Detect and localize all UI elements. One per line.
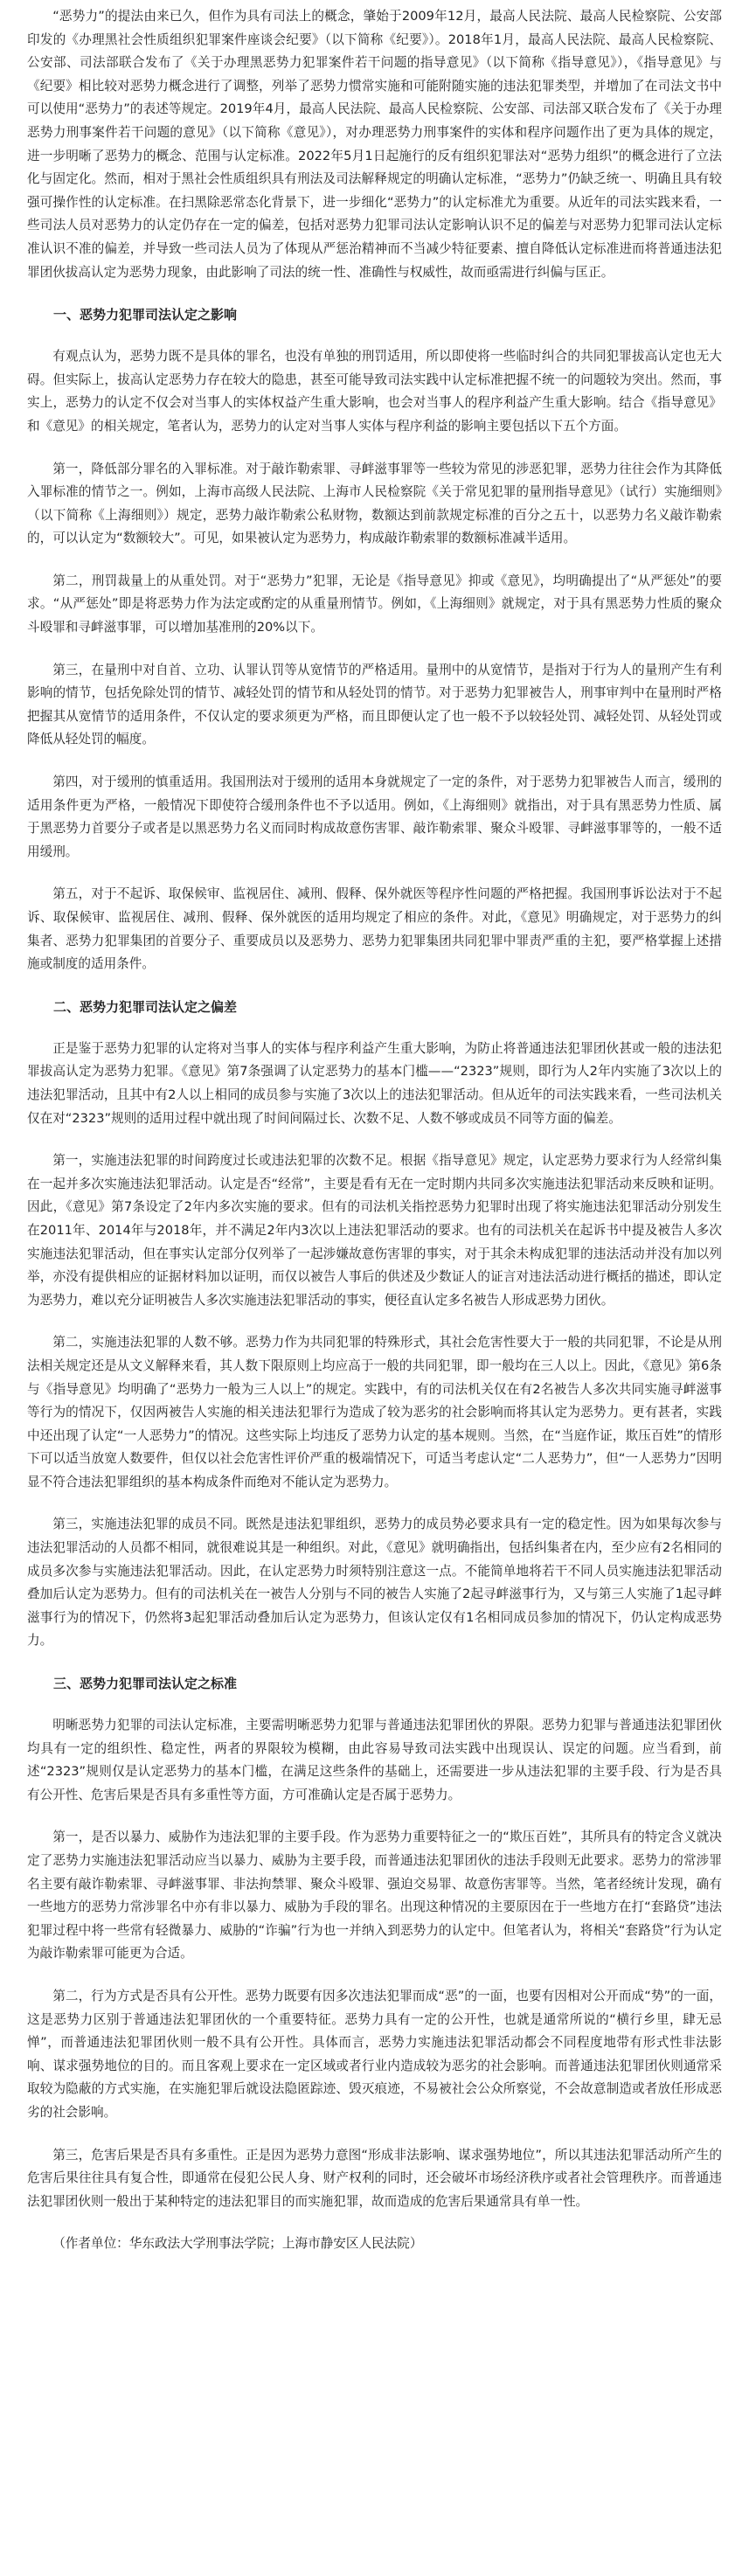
impact-paragraph-5: 第五，对于不起诉、取保候审、监视居住、减刑、假释、保外就医等程序性问题的严格把握。我国刑事诉讼法对于不起诉、取保候审、监视居住、减刑、假释、保外就医的适用均规定了相应的条件。对此，《意见》明确规定，对于恶势力的纠集者、恶势力犯罪集团的首要分子、重要成员以及恶势力、恶势力犯罪集团共同犯罪中罪责严重的主犯，要严格掌握上述措施或制度的适用条件。 xyxy=(27,886,722,972)
intro-paragraph: “恶势力”的提法由来已久，但作为具有司法上的概念，肇始于2009年12月，最高人民法院、最高人民检察院、公安部印发的《办理黑社会性质组织犯罪案件座谈会纪要》（以下简称《纪要》）。2018年1月，最高人民法院、最高人民检察院、公安部、司法部联合发布了《关于办理黑恶势力犯罪案件若干问题的指导意见》（以下简称《指导意见》），《指导意见》与《纪要》相比较对恶势力概念进行了调整，列举了恶势力惯常实施和可能附随实施的违法犯罪类型，并增加了在司法文书中可以使用“恶势力”的表述等规定。2019年4月，最高人民法院、最高人民检察院、公安部、司法部又联合发布了《关于办理恶势力刑事案件若干问题的意见》（以下简称《意见》），对办理恶势力刑事案件的实体和程序问题作出了更为具体的规定，进一步明晰了恶势力的概念、范围与认定标准。2022年5月1日起施行的反有组织犯罪法对“恶势力组织”的概念进行了立法化与固定化。然而，相对于黑社会性质组织具有刑法及司法解释规定的明确认定标准，“恶势力”仍缺乏统一、明确且具有较强可操作性的认定标准。在扫黑除恶常态化背景下，进一步细化“恶势力”的认定标准尤为重要。从近年的司法实践来看，一些司法人员对恶势力的认定仍存在一定的偏差，包括对恶势力犯罪司法认定影响认识不足的偏差与对恶势力犯罪司法认定标准认识不准的偏差，并导致一些司法人员为了体现从严惩治精神而不当减少特征要素、擅自降低认定标准进而将普通违法犯罪团伙拔高认定为恶势力现象，由此影响了司法的统一性、准确性与权威性，故而亟需进行纠偏与匡正。 xyxy=(27,9,722,280)
section-heading-deviation: 二、恶势力犯罪司法认定之偏差 xyxy=(53,998,238,1015)
author-affiliation: （作者单位：华东政法大学刑事法学院；上海市静安区人民法院） xyxy=(52,2236,423,2252)
standard-paragraph-2: 第二，行为方式是否具有公开性。恶势力既要有因多次违法犯罪而成“恶”的一面，也要有因相对公开而成“势”的一面，这是恶势力区别于普通违法犯罪团伙的一个重要特征。恶势力具有一定的公开性，也就是通常所说的“横行乡里，肆无忌惮”，而普通违法犯罪团伙则一般不具有公开性。具体而言，恶势力实施违法犯罪活动都会不同程度地带有形式性非法影响、谋求强势地位的目的。而且客观上要求在一定区域或者行业内造成较为恶劣的社会影响。而普通违法犯罪团伙则通常采取较为隐蔽的方式实施，在实施犯罪后就设法隐匿踪迹、毁灭痕迹，不易被社会公众所察觉，不会故意制造或者放任形成恶劣的社会影响。 xyxy=(27,1988,722,2120)
standard-paragraph-1: 第一，是否以暴力、威胁作为违法犯罪的主要手段。作为恶势力重要特征之一的“欺压百姓”，其所具有的特定含义就决定了恶势力实施违法犯罪活动应当以暴力、威胁为主要手段，而普通违法犯罪团伙的违法手段则无此要求。恶势力的常涉罪名主要有敲诈勒索罪、寻衅滋事罪、非法拘禁罪、聚众斗殴罪、强迫交易罪、故意伤害罪等。当然，笔者经统计发现，确有一些地方的恶势力常涉罪名中亦有非以暴力、威胁为手段的罪名。出现这种情况的主要原因在于一些地方在打“套路贷”违法犯罪过程中将一些常有轻微暴力、威胁的“诈骗”行为也一并纳入到恶势力的认定中。但笔者认为，将相关“套路贷”行为认定为敲诈勒索罪可能更为合适。 xyxy=(27,1830,722,1962)
deviation-paragraph-1: 第一，实施违法犯罪的时间跨度过长或违法犯罪的次数不足。根据《指导意见》规定，认定恶势力要求行为人经常纠集在一起并多次实施违法犯罪活动。认定是否“经常”，主要是看有无在一定时期内共同多次实施违法犯罪活动来反映和证明。因此，《意见》第7条设定了2年内多次实施的要求。但有的司法机关指控恶势力犯罪时出现了将实施违法犯罪活动分别发生在2011年、2014年与2018年，并不满足2年内3次以上违法犯罪活动的要求。也有的司法机关在起诉书中提及被告人多次实施违法犯罪活动，但在事实认定部分仅列举了一起涉嫌故意伤害罪的事实，对于其余未构成犯罪的违法活动并没有加以列举，亦没有提供相应的证据材料加以证明，而仅以被告人事后的供述及少数证人的证言对违法活动进行概括的描述，即认定为恶势力，难以充分证明被告人多次实施违法犯罪活动的事实，便径直认定多名被告人形成恶势力团伙。 xyxy=(27,1153,722,1308)
standard-paragraph-3: 第三，危害后果是否具有多重性。正是因为恶势力意图“形成非法影响、谋求强势地位”，所以其违法犯罪活动所产生的危害后果往往具有复合性，即通常在侵犯公民人身、财产权利的同时，还会破坏市场经济秩序或者社会管理秩序。而普通违法犯罪团伙则一般出于某种特定的违法犯罪目的而实施犯罪，故而造成的危害后果通常具有单一性。 xyxy=(27,2147,722,2209)
deviation-paragraph-0: 正是鉴于恶势力犯罪的认定将对当事人的实体与程序利益产生重大影响，为防止将普通违法犯罪团伙甚或一般的违法犯罪拔高认定为恶势力犯罪。《意见》第7条强调了认定恶势力的基本门槛——“2323”规则，即行为人2年内实施了3次以上的违法犯罪活动，且其中有2人以上相同的成员参与实施了3次以上的违法犯罪活动。但从近年的司法实践来看，一些司法机关仅在对“2323”规则的适用过程中就出现了时间间隔过长、次数不足、人数不够或成员不同等方面的偏差。 xyxy=(27,1040,722,1126)
impact-paragraph-1: 第一，降低部分罪名的入罪标准。对于敲诈勒索罪、寻衅滋事罪等一些较为常见的涉恶犯罪，恶势力往往会作为其降低入罪标准的情节之一。例如，上海市高级人民法院、上海市人民检察院《关于常见犯罪的量刑指导意见》（试行）实施细则》（以下简称《上海细则》）规定，恶势力敲诈勒索公私财物，数额达到前款规定标准的百分之五十，以恶势力名义敲诈勒索的，可以认定为“数额较大”。可见，如果被认定为恶势力，构成敲诈勒索罪的数额标准减半适用。 xyxy=(27,461,722,546)
impact-paragraph-3: 第三，在量刑中对自首、立功、认罪认罚等从宽情节的严格适用。量刑中的从宽情节，是指对于行为人的量刑产生有利影响的情节，包括免除处罚的情节、减轻处罚的情节和从轻处罚的情节。对于恶势力犯罪被告人，刑事审判中在量刑时严格把握其从宽情节的适用条件，不仅认定的要求须更为严格，而且即便认定了也一般不予以较轻处罚、减轻处罚、从轻处罚或降低从轻处罚的幅度。 xyxy=(27,662,722,747)
impact-paragraph-2: 第二，刑罚裁量上的从重处罚。对于“恶势力”犯罪，无论是《指导意见》抑或《意见》，均明确提出了“从严惩处”的要求。“从严惩处”即是将恶势力作为法定或酌定的从重量刑情节。例如，《上海细则》就规定，对于具有黑恶势力性质的聚众斗殴罪和寻衅滋事罪，可以增加基准刑的20%以下。 xyxy=(27,573,722,635)
section-heading-impact: 一、恶势力犯罪司法认定之影响 xyxy=(53,307,238,323)
section-heading-standard: 三、恶势力犯罪司法认定之标准 xyxy=(53,1676,238,1692)
impact-paragraph-4: 第四，对于缓刑的慎重适用。我国刑法对于缓刑的适用本身就规定了一定的条件，对于恶势力犯罪被告人而言，缓刑的适用条件更为严格，一般情况下即使符合缓刑条件也不予以适用。例如，《上海细则》就指出，对于具有黑恶势力性质、属于黑恶势力首要分子或者是以黑恶势力名义而同时构成故意伤害罪、敲诈勒索罪、聚众斗殴罪、寻衅滋事罪等的，一般不适用缓刑。 xyxy=(27,774,722,859)
impact-paragraph-0: 有观点认为，恶势力既不是具体的罪名，也没有单独的刑罚适用，所以即使将一些临时纠合的共同犯罪拔高认定也无大碍。但实际上，拔高认定恶势力存在较大的隐患，甚至可能导致司法实践中认定标准把握不统一的问题较为突出。然而，事实上，恶势力的认定不仅会对当事人的实体权益产生重大影响，也会对当事人的程序利益产生重大影响。结合《指导意见》和《意见》的相关规定，笔者认为，恶势力的认定对当事人实体与程序利益的影响主要包括以下五个方面。 xyxy=(27,349,722,434)
deviation-paragraph-3: 第三，实施违法犯罪的成员不同。既然是违法犯罪组织，恶势力的成员势必要求具有一定的稳定性。因为如果每次参与违法犯罪活动的人员都不相同，就很难说其是一种组织。对此，《意见》就明确指出，包括纠集者在内，至少应有2名相同的成员多次参与实施违法犯罪活动。因此，在认定恶势力时须特别注意这一点。不能简单地将若干不同人员实施违法犯罪活动叠加后认定为恶势力。但有的司法机关在一被告人分别与不同的被告人实施了2起寻衅滋事行为，又与第三人实施了1起寻衅滋事行为的情况下，仍然将3起犯罪活动叠加后认定为恶势力，但该认定仅有1名相同成员参加的情况下，仍认定构成恶势力。 xyxy=(27,1517,722,1649)
standard-paragraph-0: 明晰恶势力犯罪的司法认定标准，主要需明晰恶势力犯罪与普通违法犯罪团伙的界限。恶势力犯罪与普通违法犯罪团伙均具有一定的组织性、稳定性，两者的界限较为模糊，由此容易导致司法实践中出现误认、误定的问题。应当看到，前述“2323”规则仅是认定恶势力的基本门槛，在满足这些条件的基础上，还需要进一步从违法犯罪的主要手段、行为是否具有公开性、危害后果是否具有多重性等方面，方可准确认定是否属于恶势力。 xyxy=(27,1718,722,1802)
deviation-paragraph-2: 第二，实施违法犯罪的人数不够。恶势力作为共同犯罪的特殊形式，其社会危害性要大于一般的共同犯罪，不论是从刑法相关规定还是从文义解释来看，其人数下限原则上均应高于一般的共同犯罪，即一般均在三人以上。因此，《意见》第6条与《指导意见》均明确了“恶势力一般为三人以上”的规定。实践中，有的司法机关仅在有2名被告人多次共同实施寻衅滋事等行为的情况下，仅因两被告人实施的相关违法犯罪行为造成了较为恶劣的社会影响而将其认定为恶势力。更有甚者，实践中还出现了认定“一人恶势力”的情况。这些实际上均违反了恶势力认定的基本规则。当然，在“当庭作证，欺压百姓”的情形下可以适当放宽人数要件，但仅以社会危害性评价严重的极端情况下，可适当考虑认定“二人恶势力”，但“一人恶势力”因明显不符合违法犯罪组织的基本构成条件而绝对不能认定为恶势力。 xyxy=(27,1335,722,1489)
